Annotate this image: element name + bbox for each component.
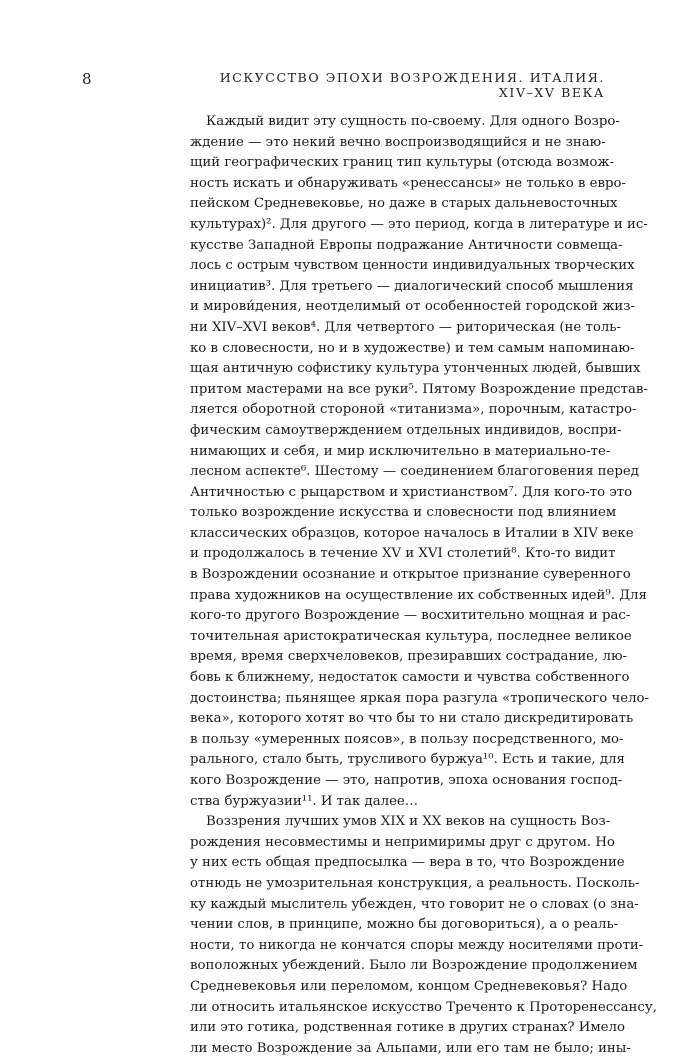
text-line: Воззрения лучших умов XIX и XX веков на сущность Воз-: [206, 814, 611, 830]
text-line: или это готика, родственная готике в других странах? Имело: [190, 1020, 625, 1036]
text-line: ни XIV–XVI веков⁴. Для четвертого — риторическая (не толь-: [190, 319, 622, 335]
text-line: точительная аристократическая культура, последнее великое: [190, 628, 632, 644]
text-line: в Возрождении осознание и открытое признание суверенного: [190, 567, 631, 583]
text-line: чении слов, в принципе, можно бы договориться), а о реаль-: [190, 917, 619, 933]
text-line: притом мастерами на все руки⁵. Пятому Возрождение представ-: [190, 381, 648, 397]
text-line: культурах)². Для другого — это период, когда в литературе и ис-: [190, 216, 648, 232]
text-line: лось с острым чувством ценности индивидуальных творческих: [190, 258, 635, 274]
text-line: кого-то другого Возрождение — восхитительно мощная и рас-: [190, 608, 631, 624]
text-line: достоинства; пьянящее яркая пора разгула «тропического чело-: [190, 690, 650, 706]
text-line: в пользу «умеренных поясов», в пользу посредственного, мо-: [190, 731, 624, 747]
text-line: время, время сверхчеловеков, презиравших сострадание, лю-: [190, 649, 628, 665]
text-line: права художников на осуществление их собственных идей⁹. Для: [190, 587, 647, 603]
text-line: только возрождение искусства и словесности под влиянием: [190, 505, 617, 521]
text-line: фическим самоутверждением отдельных индивидов, воспри-: [190, 422, 622, 438]
text-line: у них есть общая предпосылка — вера в то, что Возрождение: [190, 855, 625, 871]
text-line: ли место Возрождение за Альпами, или его там не было; ины-: [190, 1040, 631, 1056]
text-line: рального, стало быть, трусливого буржуа¹⁰. Есть и такие, для: [190, 752, 625, 768]
text-line: ку каждый мыслитель убежден, что говорит не о словах (о зна-: [190, 896, 639, 912]
text-line: щий географических границ тип культуры (отсюда возмож-: [190, 155, 615, 171]
text-line: и мирови́дения, неотделимый от особенностей городской жиз-: [190, 299, 636, 315]
text-line: ко в словесности, но и в художестве) и тем самым напоминаю-: [190, 340, 635, 356]
text-line: ли относить итальянское искусство Треченто к Проторенессансу,: [190, 999, 657, 1015]
text-line: воположных убеждений. Было ли Возрождение продолжением: [190, 958, 638, 974]
text-line: лесном аспекте⁶. Шестому — соединением благоговения перед: [190, 464, 639, 480]
text-line: кусстве Западной Европы подражание Античности совмеща-: [190, 237, 623, 253]
text-line: и продолжалось в течение XV и XVI столетий⁸. Кто-то видит: [190, 546, 616, 562]
text-line: ности, то никогда не кончатся споры между носителями проти-: [190, 937, 644, 953]
text-line: кого Возрождение — это, напротив, эпоха основания господ-: [190, 773, 623, 788]
text-line: Средневековья или переломом, концом Средневековья? Надо: [190, 978, 628, 994]
text-line: Античностью с рыцарством и христианством⁷. Для кого-то это: [190, 484, 633, 500]
text-line: века», которого хотят во что бы то ни стало дискредитировать: [190, 711, 634, 727]
text-line: нимающих и себя, и мир исключительно в материально-те-: [190, 443, 611, 459]
text-line: ность искать и обнаруживать «ренессансы» не только в евро-: [190, 175, 627, 191]
text-line: ства буржуазии¹¹. И так далее…: [190, 793, 419, 809]
text-line: классических образцов, которое началось в Италии в XIV веке: [190, 525, 634, 541]
text-line: Каждый видит эту сущность по-своему. Для одного Возро-: [206, 114, 620, 129]
text-line: бовь к ближнему, недостаток самости и чувства собственного: [190, 670, 630, 686]
text-line: инициатив³. Для третьего — диалогический способ мышления: [190, 278, 634, 294]
running-head: ИСКУССТВО ЭПОХИ ВОЗРОЖДЕНИЯ. ИТАЛИЯ. XIV–XV ВЕКА: [219, 70, 605, 100]
text-line: пейском Средневековье, но даже в старых дальневосточных: [190, 196, 618, 212]
text-line: рождения несовместимы и непримиримы друг с другом. Но: [190, 834, 615, 850]
body-text: [190, 112, 657, 1059]
page-number: 8: [82, 70, 92, 88]
text-line: отнюдь не умозрительная конструкция, а реальность. Посколь-: [190, 875, 640, 891]
text-line: ждение — это некий вечно воспроизводящийся и не знаю-: [190, 134, 606, 150]
text-line: ляется оборотной стороной «титанизма», порочным, катастро-: [190, 402, 637, 418]
text-line: щая античную софистику культура утонченных людей, бывших: [190, 361, 641, 377]
